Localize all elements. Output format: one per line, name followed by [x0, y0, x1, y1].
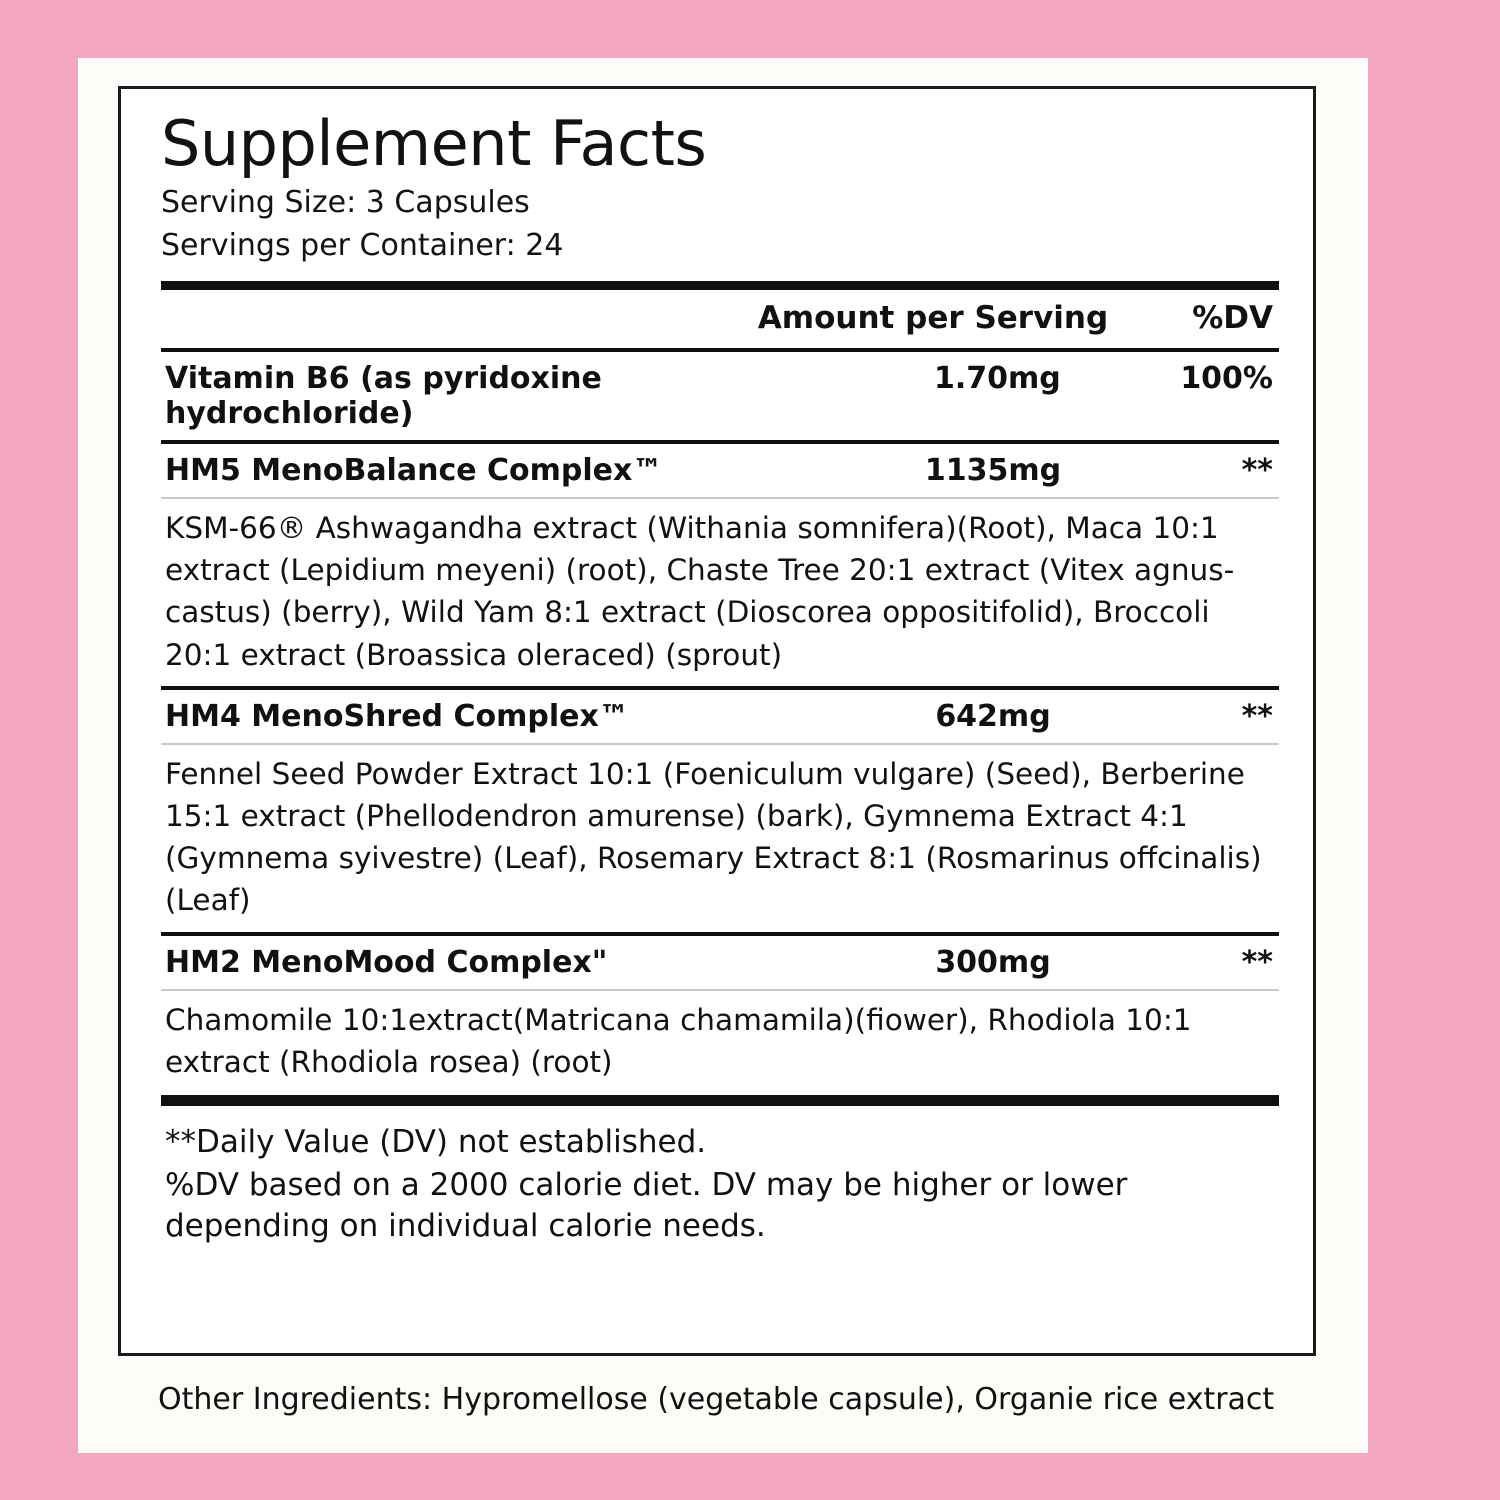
page-title: Supplement Facts [161, 107, 707, 180]
ingredient-description: KSM-66® Ashwagandha extract (Withania somnifera)(Root), Maca 10:1 extract (Lepidium meyeni) (root), Chaste Tree 20:1 extract (Vitex agnus-castus) (berry), Wild Yam 8:1 extract (Dioscorea oppositifolid), Broccoli 20:1 extract (Broassica oleraced) (sprout) [165, 511, 1235, 672]
divider-bottom [161, 1095, 1279, 1106]
nutrient-amount: 300mg [935, 944, 1051, 980]
nutrient-name: HM5 MenoBalance Complex™ [165, 453, 663, 489]
header-amount-per-serving: Amount per Serving [757, 300, 1109, 337]
table-row [161, 352, 1279, 440]
nutrient-name: Vitamin B6 (as pyridoxine hydrochloride) [165, 361, 602, 432]
other-ingredients: Other Ingredients: Hypromellose (vegetable capsule), Organie rice extract [158, 1382, 1275, 1417]
header-percent-dv: %DV [1192, 300, 1273, 337]
nutrient-name: HM4 MenoShred Complex™ [165, 698, 629, 734]
ingredient-description: Chamomile 10:1extract(Matricana chamamila)(fiower), Rhodiola 10:1 extract (Rhodiola rosea) (root) [165, 1002, 1192, 1079]
serving-size: Serving Size: 3 Capsules [161, 184, 530, 220]
footnote-dv-not-established: **Daily Value (DV) not established. [165, 1123, 707, 1160]
nutrient-amount: 1135mg [924, 453, 1062, 489]
servings-per-container: Servings per Container: 24 [161, 227, 564, 263]
supplement-facts-panel [118, 86, 1316, 1356]
table-row [161, 690, 1279, 743]
divider-thick-top [161, 281, 1279, 290]
nutrient-dv: 100% [1180, 361, 1273, 397]
nutrient-amount: 642mg [935, 698, 1051, 734]
ingredient-description: Fennel Seed Powder Extract 10:1 (Foeniculum vulgare) (Seed), Berberine 15:1 extract (Phellodendron amurense) (bark), Gymnema Extract 4:1 (Gymnema syivestre) (Leaf), Rosemary Extract 8:1 (Rosmarinus offcinalis) (Leaf) [165, 756, 1262, 918]
nutrient-amount: 1.70mg [934, 361, 1061, 397]
nutrient-dv: ** [1241, 698, 1273, 734]
nutrient-name: HM2 MenoMood Complex" [165, 944, 608, 980]
column-header-row [161, 290, 1279, 348]
table-row [161, 936, 1279, 989]
nutrient-dv: ** [1241, 453, 1273, 489]
footnote-calorie-diet: %DV based on a 2000 calorie diet. DV may be higher or lower depending on individual calorie needs. [165, 1167, 1128, 1245]
nutrient-dv: ** [1241, 944, 1273, 980]
label-card [78, 58, 1368, 1453]
table-row [161, 444, 1279, 497]
